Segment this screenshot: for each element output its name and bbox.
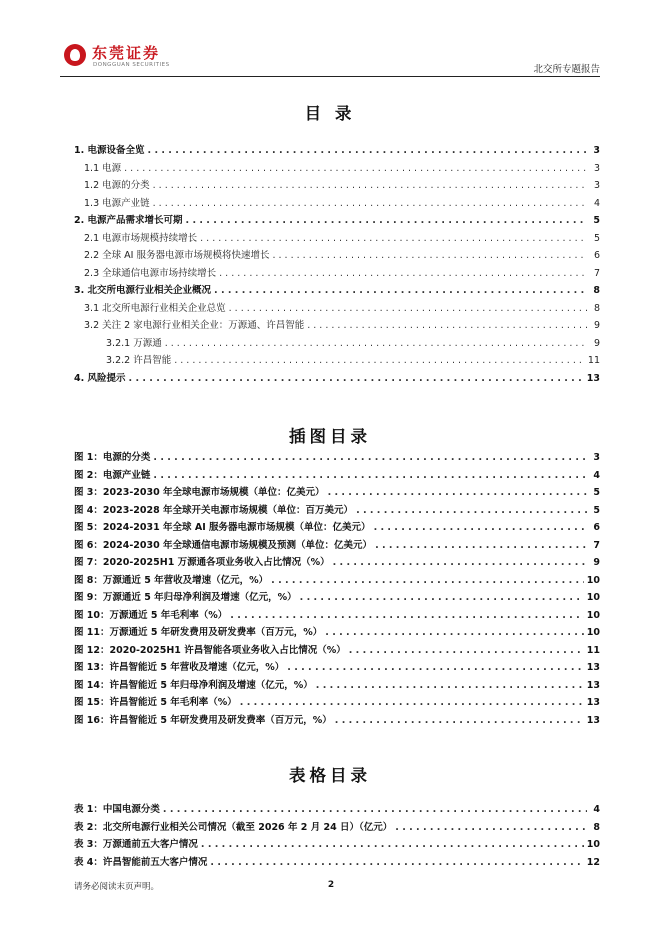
tables-entry-page: 4 <box>593 804 600 815</box>
toc-entry[interactable] <box>74 160 600 178</box>
toc-entry[interactable] <box>74 265 600 283</box>
dot-leader <box>328 487 587 498</box>
toc-entry[interactable] <box>74 317 600 335</box>
figures-entry-page: 9 <box>593 557 600 568</box>
dot-leader <box>287 662 583 673</box>
toc-entry-page: 4 <box>593 197 600 209</box>
figures-entry[interactable] <box>74 694 600 712</box>
toc-entry-page: 13 <box>586 372 600 384</box>
figures-entry[interactable] <box>74 642 600 660</box>
figures-entry[interactable] <box>74 554 600 572</box>
toc-entry[interactable] <box>74 142 600 160</box>
figures-entry-label: 图 12：2020-2025H1 许昌智能各项业务收入占比情况（%） <box>74 644 346 656</box>
dot-leader <box>124 163 587 174</box>
figures-entry[interactable] <box>74 659 600 677</box>
dot-leader <box>349 645 584 656</box>
tables-list <box>74 801 600 871</box>
figures-entry-page: 5 <box>593 504 600 516</box>
toc-entry-label: 1. 电源设备全览 <box>74 145 145 156</box>
figures-entry-page: 7 <box>593 539 600 551</box>
figures-entry[interactable] <box>74 484 600 502</box>
figures-entry-page: 13 <box>586 697 600 708</box>
figures-entry-label: 图 5：2024-2031 年全球 AI 服务器电源市场规模（单位：亿美元） <box>74 522 371 533</box>
toc-entry-label: 1.1 电源 <box>84 162 122 174</box>
dot-leader <box>240 697 584 708</box>
toc-entry-page: 6 <box>593 250 600 261</box>
figures-entry-label: 图 6：2024-2030 年全球通信电源市场规模及预测（单位：亿美元） <box>74 539 373 551</box>
figures-entry[interactable] <box>74 537 600 555</box>
figures-entry-label: 图 9：万源通近 5 年归母净利润及增速（亿元，%） <box>74 592 297 603</box>
figures-entry-page: 4 <box>593 469 600 481</box>
toc-entry[interactable] <box>74 212 600 230</box>
figures-entry-page: 5 <box>593 487 600 498</box>
toc-entry-page: 11 <box>587 355 600 366</box>
tables-entry-page: 8 <box>593 821 600 833</box>
logo-emblem-icon <box>64 44 86 66</box>
dot-leader <box>374 522 587 533</box>
figures-entry-page: 10 <box>586 574 600 586</box>
dot-leader <box>153 180 587 191</box>
toc-entry[interactable] <box>74 247 600 265</box>
toc-entry-label: 4. 风险提示 <box>74 372 126 384</box>
figures-entry-label: 图 15：许昌智能近 5 年毛利率（%） <box>74 697 237 708</box>
figures-entry-page: 3 <box>593 452 600 463</box>
figures-entry[interactable] <box>74 449 600 467</box>
toc-entry-page: 3 <box>593 180 600 191</box>
toc-entry-label: 3.2 关注 2 家电源行业相关企业：万源通、许昌智能 <box>84 320 305 331</box>
toc-entry-label: 1.3 电源产业链 <box>84 197 150 209</box>
figures-entry-page: 10 <box>586 609 600 621</box>
dot-leader <box>210 857 583 868</box>
figures-entry[interactable] <box>74 502 600 520</box>
toc-entry[interactable] <box>74 300 600 318</box>
figures-entry-page: 13 <box>586 679 600 691</box>
figures-entry[interactable] <box>74 624 600 642</box>
figures-entry[interactable] <box>74 677 600 695</box>
figures-entry[interactable] <box>74 572 600 590</box>
dot-leader <box>214 285 587 296</box>
figures-entry-label: 图 16：许昌智能近 5 年研发费用及研发费率（百万元，%） <box>74 714 332 726</box>
dot-leader <box>201 839 584 850</box>
logo-name-en: DONGGUAN SECURITIES <box>93 62 170 68</box>
header-divider <box>60 76 600 77</box>
dot-leader <box>129 373 584 384</box>
dot-leader <box>271 575 584 586</box>
figures-entry-label: 图 4：2023-2028 年全球开关电源市场规模（单位：百万美元） <box>74 504 354 516</box>
tables-entry-page: 10 <box>586 839 600 850</box>
figures-entry[interactable] <box>74 589 600 607</box>
toc-entry-page: 7 <box>593 267 600 279</box>
toc-entry[interactable] <box>74 370 600 388</box>
dot-leader <box>148 145 587 156</box>
toc-entry-label: 2. 电源产品需求增长可期 <box>74 215 183 226</box>
toc-entry-page: 8 <box>593 285 600 296</box>
tables-title: 表格目录 <box>289 766 371 785</box>
toc-entry-label: 1.2 电源的分类 <box>84 180 150 191</box>
toc-entry-label: 3. 北交所电源行业相关企业概况 <box>74 285 212 296</box>
figures-entry-label: 图 13：许昌智能近 5 年营收及增速（亿元，%） <box>74 662 285 673</box>
toc-list <box>74 142 600 387</box>
figures-entry-page: 11 <box>586 644 600 656</box>
figures-entry[interactable] <box>74 712 600 730</box>
dot-leader <box>174 355 585 366</box>
dot-leader <box>165 338 587 349</box>
report-type: 北交所专题报告 <box>533 64 600 75</box>
figures-entry-label: 图 8：万源通近 5 年营收及增速（亿元，%） <box>74 574 269 586</box>
figures-list <box>74 449 600 729</box>
dot-leader <box>307 320 587 331</box>
figures-entry-label: 图 11：万源通近 5 年研发费用及研发费率（百万元，%） <box>74 627 323 638</box>
toc-entry[interactable] <box>74 352 600 370</box>
page-header <box>60 40 600 76</box>
figures-entry[interactable] <box>74 607 600 625</box>
figures-entry-page: 6 <box>593 522 600 533</box>
toc-entry-label: 2.1 电源市场规模持续增长 <box>84 232 198 244</box>
tables-entry[interactable] <box>74 854 600 872</box>
dot-leader <box>300 592 584 603</box>
dot-leader <box>153 470 587 481</box>
dot-leader <box>356 505 587 516</box>
toc-entry-page: 5 <box>593 215 600 226</box>
toc-entry-page: 5 <box>593 232 600 244</box>
figures-entry-label: 图 2：电源产业链 <box>74 469 151 481</box>
dot-leader <box>219 268 587 279</box>
tables-entry-label: 表 2：北交所电源行业相关公司情况（截至 2026 年 2 月 24 日）（亿元） <box>74 821 393 833</box>
dot-leader <box>272 250 587 261</box>
dot-leader <box>316 680 584 691</box>
dot-leader <box>153 452 587 463</box>
figures-entry-label: 图 1：电源的分类 <box>74 452 151 463</box>
figures-entry-page: 13 <box>586 662 600 673</box>
dot-leader <box>186 215 587 226</box>
toc-entry-label: 3.1 北交所电源行业相关企业总览 <box>84 302 226 314</box>
toc-entry-page: 9 <box>593 337 600 349</box>
dot-leader <box>375 540 587 551</box>
figures-entry-label: 图 3：2023-2030 年全球电源市场规模（单位：亿美元） <box>74 487 325 498</box>
figures-entry-label: 图 10：万源通近 5 年毛利率（%） <box>74 609 228 621</box>
dot-leader <box>230 610 583 621</box>
dot-leader <box>333 557 587 568</box>
tables-entry-label: 表 4：许昌智能前五大客户情况 <box>74 856 208 868</box>
dot-leader <box>200 233 587 244</box>
dot-leader <box>335 715 584 726</box>
figures-entry[interactable] <box>74 467 600 485</box>
figures-entry-label: 图 7：2020-2025H1 万源通各项业务收入占比情况（%） <box>74 557 330 568</box>
tables-entry[interactable] <box>74 836 600 854</box>
figures-entry-page: 10 <box>586 627 600 638</box>
figures-entry-page: 10 <box>586 592 600 603</box>
company-logo <box>60 40 180 74</box>
tables-entry-page: 12 <box>586 856 600 868</box>
figures-entry-label: 图 14：许昌智能近 5 年归母净利润及增速（亿元，%） <box>74 679 313 691</box>
toc-entry[interactable] <box>74 177 600 195</box>
dot-leader <box>395 822 587 833</box>
toc-entry[interactable] <box>74 230 600 248</box>
dot-leader <box>229 303 587 314</box>
toc-entry-page: 3 <box>593 162 600 174</box>
tables-entry[interactable] <box>74 819 600 837</box>
figures-title: 插图目录 <box>289 427 371 446</box>
tables-entry-label: 表 1：中国电源分类 <box>74 804 160 815</box>
toc-entry[interactable] <box>74 335 600 353</box>
toc-entry-label: 2.3 全球通信电源市场持续增长 <box>84 267 217 279</box>
logo-name-cn: 东莞证券 <box>92 44 161 62</box>
toc-entry-page: 3 <box>593 145 600 156</box>
figures-entry[interactable] <box>74 519 600 537</box>
toc-entry-label: 3.2.2 许昌智能 <box>106 355 172 366</box>
disclaimer-note: 请务必阅读末页声明。 <box>74 882 160 892</box>
toc-entry-page: 9 <box>593 320 600 331</box>
page-number: 2 <box>327 880 335 890</box>
toc-entry[interactable] <box>74 282 600 300</box>
toc-entry[interactable] <box>74 195 600 213</box>
figures-entry-page: 13 <box>586 714 600 726</box>
toc-title: 目 录 <box>304 104 356 123</box>
dot-leader <box>153 198 587 209</box>
tables-entry-label: 表 3：万源通前五大客户情况 <box>74 839 198 850</box>
tables-entry[interactable] <box>74 801 600 819</box>
toc-entry-label: 2.2 全球 AI 服务器电源市场规模将快速增长 <box>84 250 270 261</box>
dot-leader <box>163 804 587 815</box>
dot-leader <box>325 627 583 638</box>
toc-entry-page: 8 <box>593 302 600 314</box>
toc-entry-label: 3.2.1 万源通 <box>106 337 162 349</box>
